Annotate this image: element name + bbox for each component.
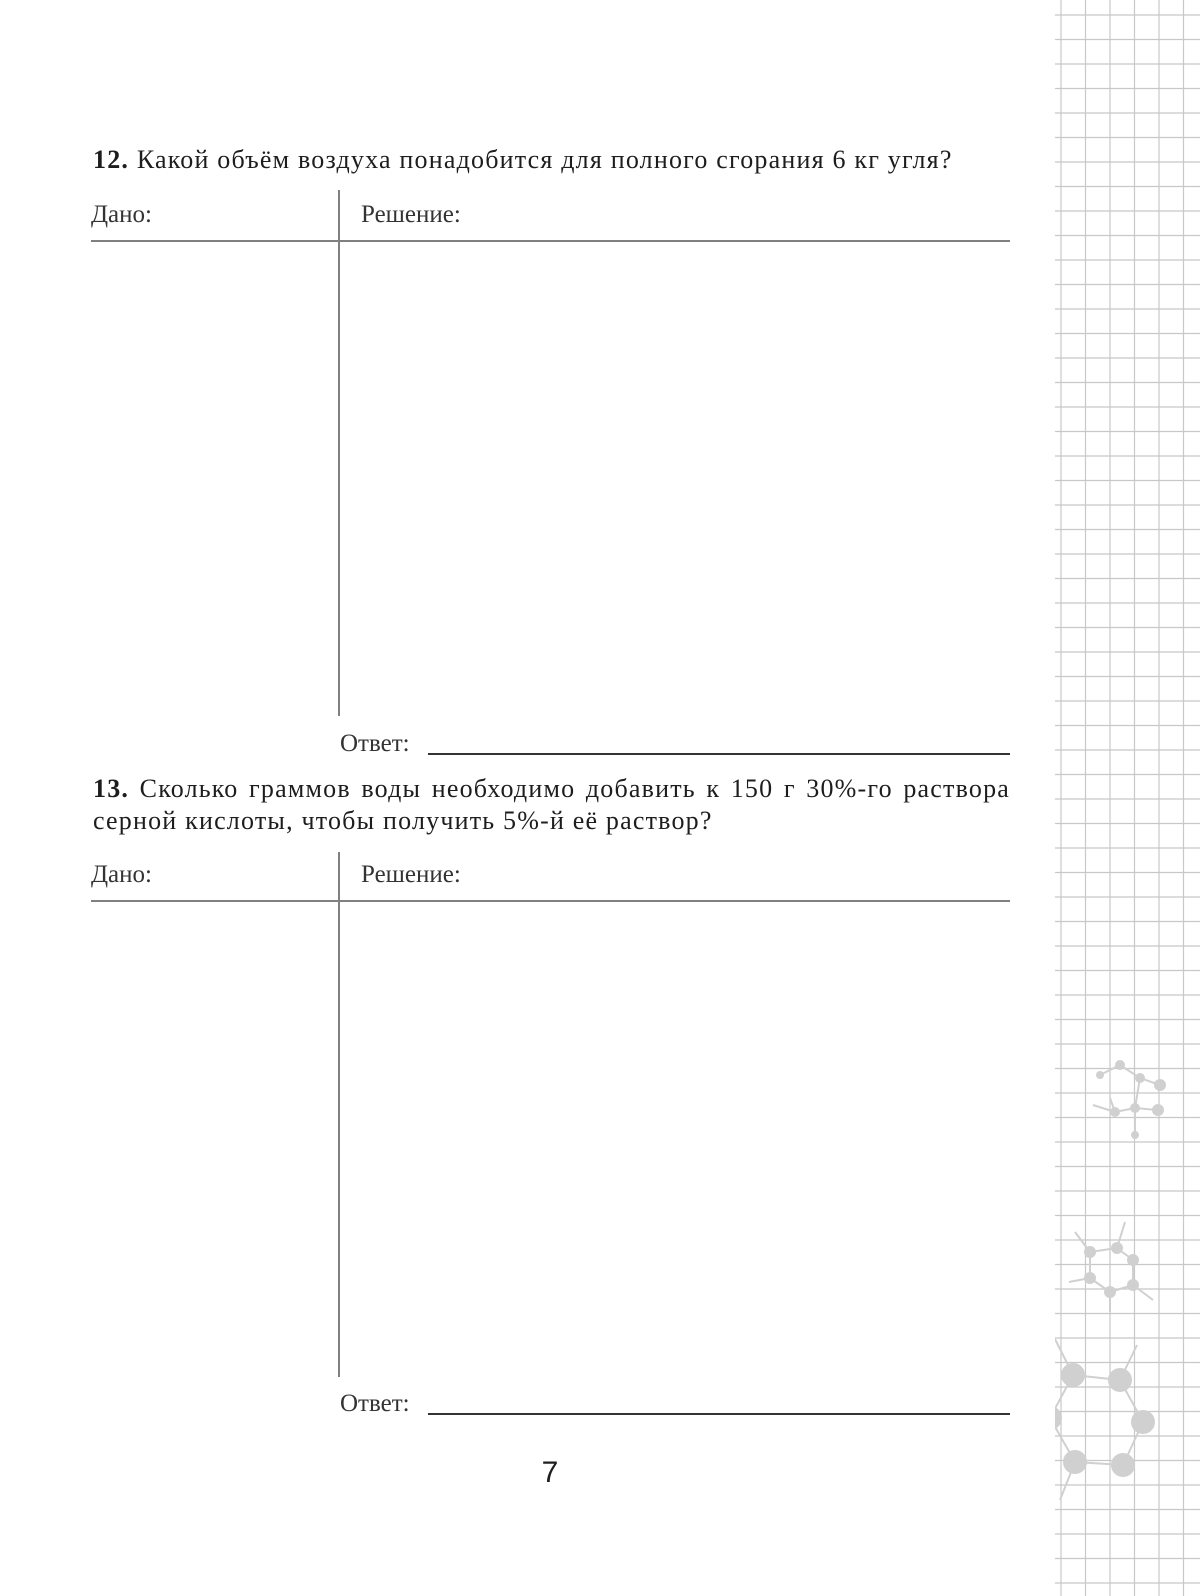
- column-divider: [338, 190, 340, 716]
- task-question: [93, 144, 1010, 176]
- page-number: 7: [541, 1456, 559, 1489]
- task-number: 12.: [93, 145, 130, 174]
- answer-input-line[interactable]: [428, 753, 1010, 755]
- solution-label: Решение:: [361, 861, 461, 888]
- task-question: [93, 773, 1010, 837]
- grid-lines: [1055, 0, 1200, 1596]
- table-header-divider: [91, 900, 1010, 902]
- task-question-text: Какой объём воздуха понадобится для полного сгорания 6 кг угля?: [136, 145, 953, 174]
- grid-margin-strip: [1055, 0, 1200, 1596]
- answer-label: Ответ:: [340, 730, 410, 757]
- given-label: Дано:: [91, 201, 152, 228]
- task-number: 13.: [93, 774, 130, 803]
- table-header-divider: [91, 240, 1010, 242]
- given-label: Дано:: [91, 861, 152, 888]
- column-divider: [338, 852, 340, 1377]
- task-question-text: Сколько граммов воды необходимо добавить к 150 г 30%-го раствора серной кислоты, чтобы получить 5%-й её раствор?: [93, 774, 1011, 835]
- answer-label: Ответ:: [340, 1390, 410, 1417]
- answer-input-line[interactable]: [428, 1413, 1010, 1415]
- solution-label: Решение:: [361, 201, 461, 228]
